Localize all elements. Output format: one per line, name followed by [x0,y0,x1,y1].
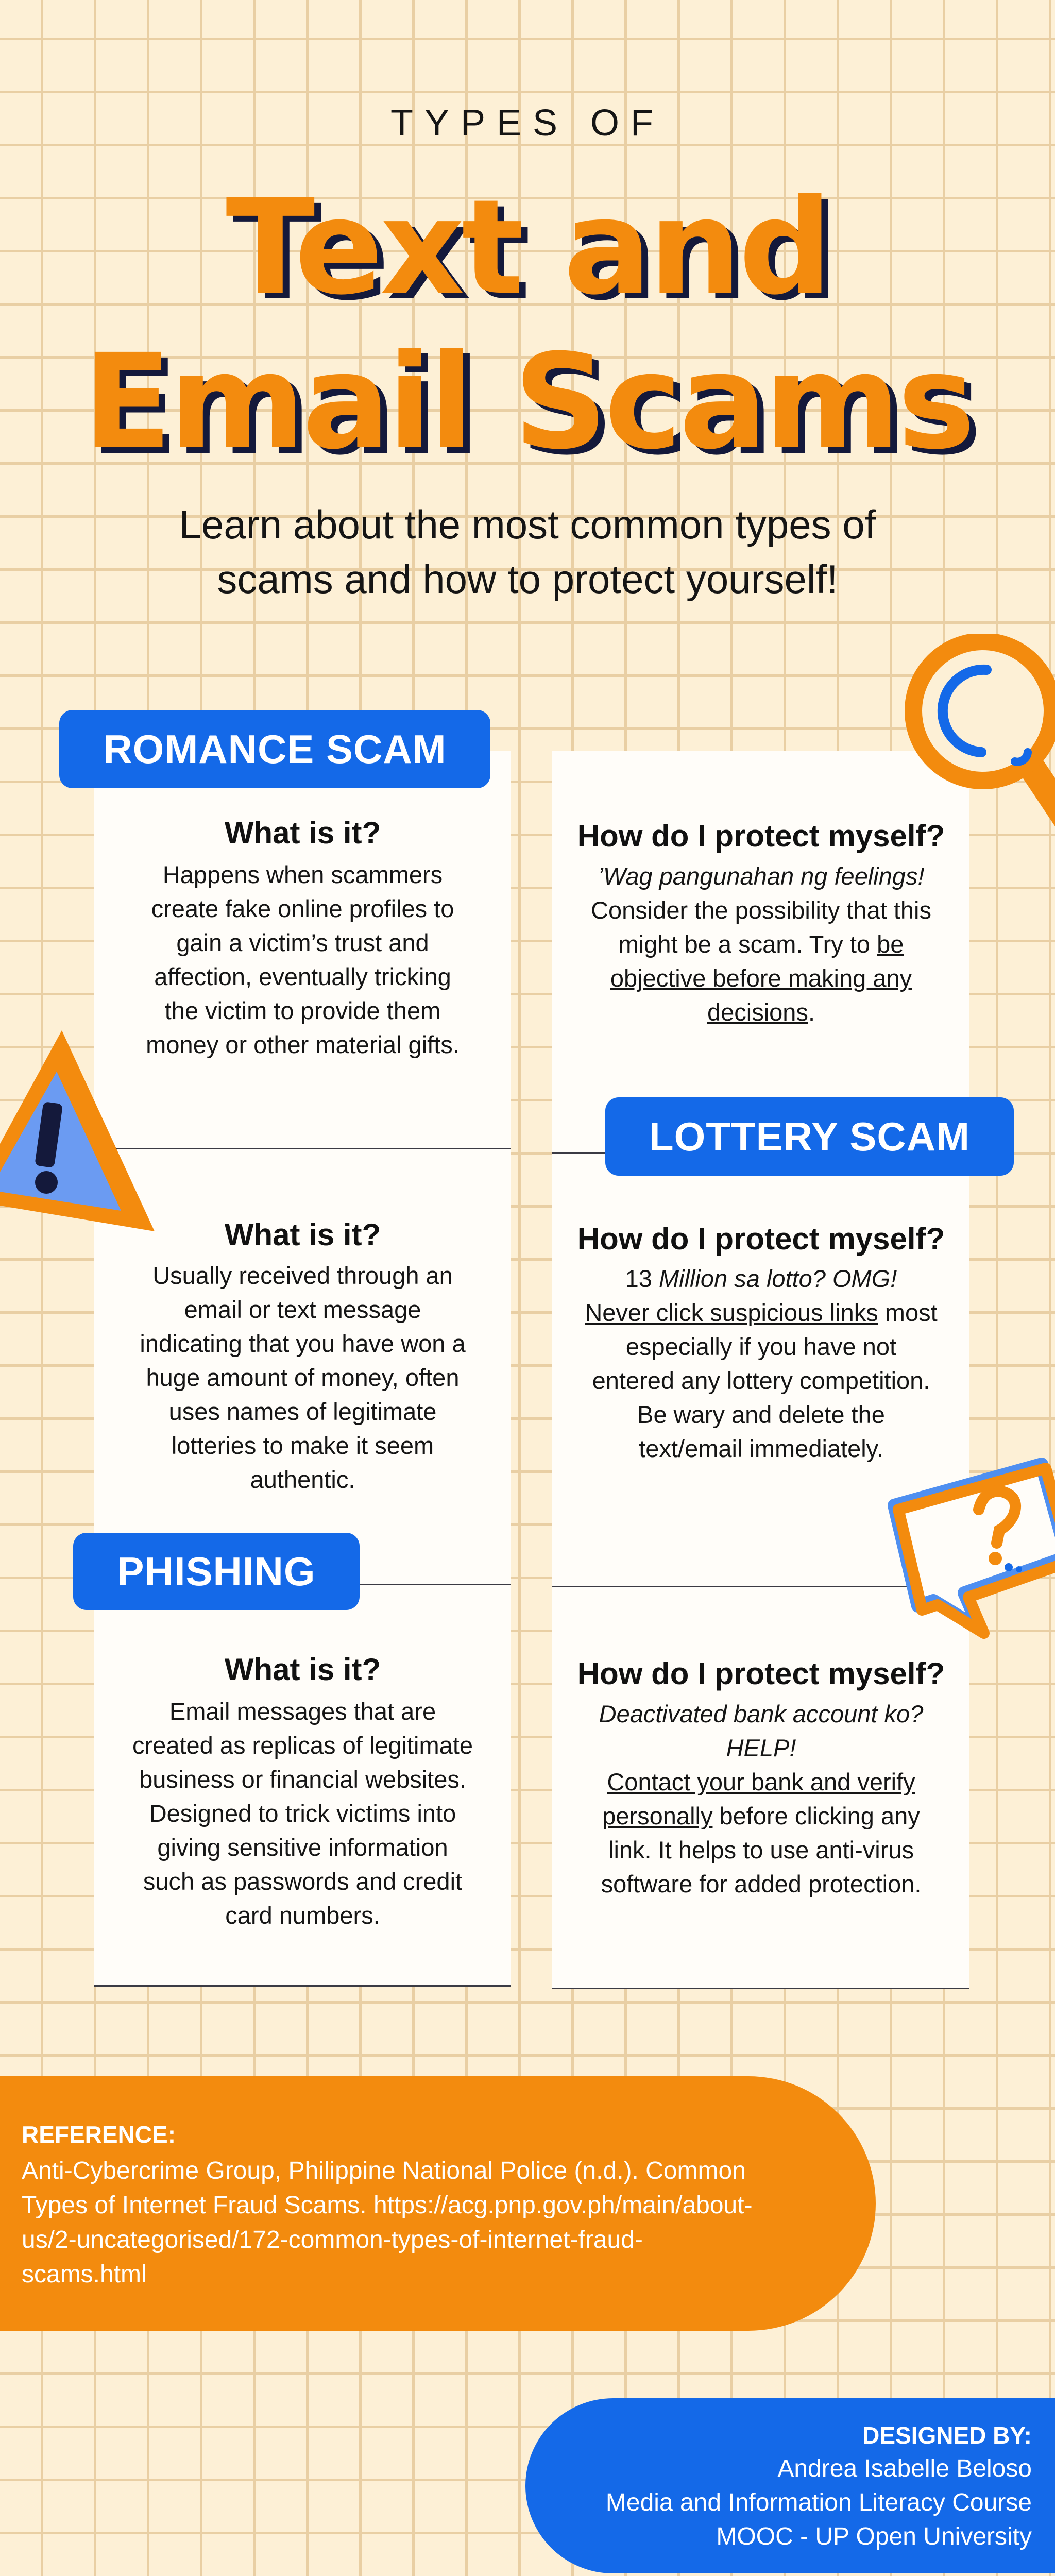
divider [552,1988,969,1989]
text-line: 13 [625,1265,652,1292]
phishing-what-text [108,1694,497,1933]
subtitle-line: Learn about the most common types of [179,502,876,547]
text-line: the victim to provide them [164,997,441,1024]
phishing-label: PHISHING [73,1533,360,1610]
text-line: link. It helps to use anti-virus [608,1836,914,1863]
page-title-line2: Email Scams [82,326,973,478]
text-line: Email messages that are [169,1698,436,1725]
page-title-line1: Text and [226,171,829,324]
emphasis-underline: Never click suspicious links [585,1299,878,1326]
phishing-what-title: What is it? [224,1652,381,1687]
credits-heading: DESIGNED BY: [862,2422,1032,2449]
text-punct: . [808,998,815,1026]
romance-quote: ’Wag pangunahan ng feelings! [598,862,925,890]
text-line: gain a victim’s trust and [176,929,429,956]
text-line: created as replicas of legitimate [132,1732,473,1759]
text-line: text/email immediately. [639,1435,883,1462]
text-line: authentic. [250,1466,355,1493]
romance-what-text [108,858,497,1062]
lottery-what-title: What is it? [224,1217,381,1252]
romance-protect-text [561,859,961,1029]
text-line: most [884,1299,938,1326]
text-line: especially if you have not [625,1333,897,1360]
romance-protect-title: How do I protect myself? [577,819,945,853]
text-line: giving sensitive information [157,1834,448,1861]
text-line: Anti-Cybercrime Group, Philippine National Police (n.d.). Common [22,2157,746,2184]
emphasis-underline: be [877,930,904,958]
text-line: Consider the possibility that this [591,896,931,924]
divider [552,1152,609,1154]
magnifier-icon [896,634,1055,850]
credits-org: MOOC - UP Open University [716,2523,1032,2550]
phishing-protect-text [561,1697,961,1901]
emphasis-underline: decisions [707,998,808,1026]
text-line: us/2-uncategorised/172-common-types-of-internet-fraud- [22,2226,643,2253]
text-line: business or financial websites. [139,1766,466,1793]
romance-scam-label: ROMANCE SCAM [59,710,490,788]
text-line: email or text message [184,1296,421,1323]
text-line: uses names of legitimate [168,1398,437,1425]
subtitle-line: scams and how to protect yourself! [217,556,838,602]
lottery-scam-label: LOTTERY SCAM [605,1097,1014,1176]
reference-text [22,2154,856,2292]
emphasis-underline: objective before making any [610,964,912,992]
lottery-protect-title: How do I protect myself? [577,1222,945,1256]
subtitle [93,497,962,606]
text-line: Happens when scammers [162,861,443,888]
emphasis-underline: personally [602,1802,713,1829]
romance-what-title: What is it? [224,816,381,850]
question-bubble-icon [876,1432,1055,1649]
reference-heading: REFERENCE: [22,2121,176,2148]
phishing-quote: Deactivated bank account ko? [599,1700,924,1727]
text-line: create fake online profiles to [151,895,454,922]
text-line: indicating that you have won a [140,1330,466,1357]
text-line: money or other material gifts. [146,1031,460,1058]
text-line: such as passwords and credit [143,1868,463,1895]
text-line: before clicking any [719,1802,920,1829]
phishing-protect-title: How do I protect myself? [577,1656,945,1691]
divider [94,1985,511,1987]
credits-course: Media and Information Literacy Course [605,2489,1032,2516]
text-line: might be a scam. Try to [618,930,871,958]
text-line: Be wary and delete the [637,1401,885,1428]
text-line: huge amount of money, often [146,1364,460,1391]
credits-name: Andrea Isabelle Beloso [777,2455,1032,2482]
lottery-quote: Million sa lotto? OMG! [659,1265,897,1292]
text-line: affection, eventually tricking [154,963,451,990]
text-line: entered any lottery competition. [592,1367,930,1394]
warning-triangle-icon [0,1025,165,1242]
emphasis-underline: Contact your bank and verify [607,1768,915,1795]
text-line: card numbers. [225,1902,380,1929]
text-line: Designed to trick victims into [149,1800,456,1827]
phishing-quote: HELP! [726,1734,796,1761]
lottery-what-text [108,1259,497,1497]
text-line: software for added protection. [601,1870,922,1897]
title-kicker: TYPES OF [390,103,665,144]
text-line: Types of Internet Fraud Scams. https://acg.pnp.gov.ph/main/about- [22,2192,753,2219]
text-line: lotteries to make it seem [171,1432,434,1459]
text-line: scams.html [22,2261,147,2288]
text-line: Usually received through an [152,1262,453,1289]
